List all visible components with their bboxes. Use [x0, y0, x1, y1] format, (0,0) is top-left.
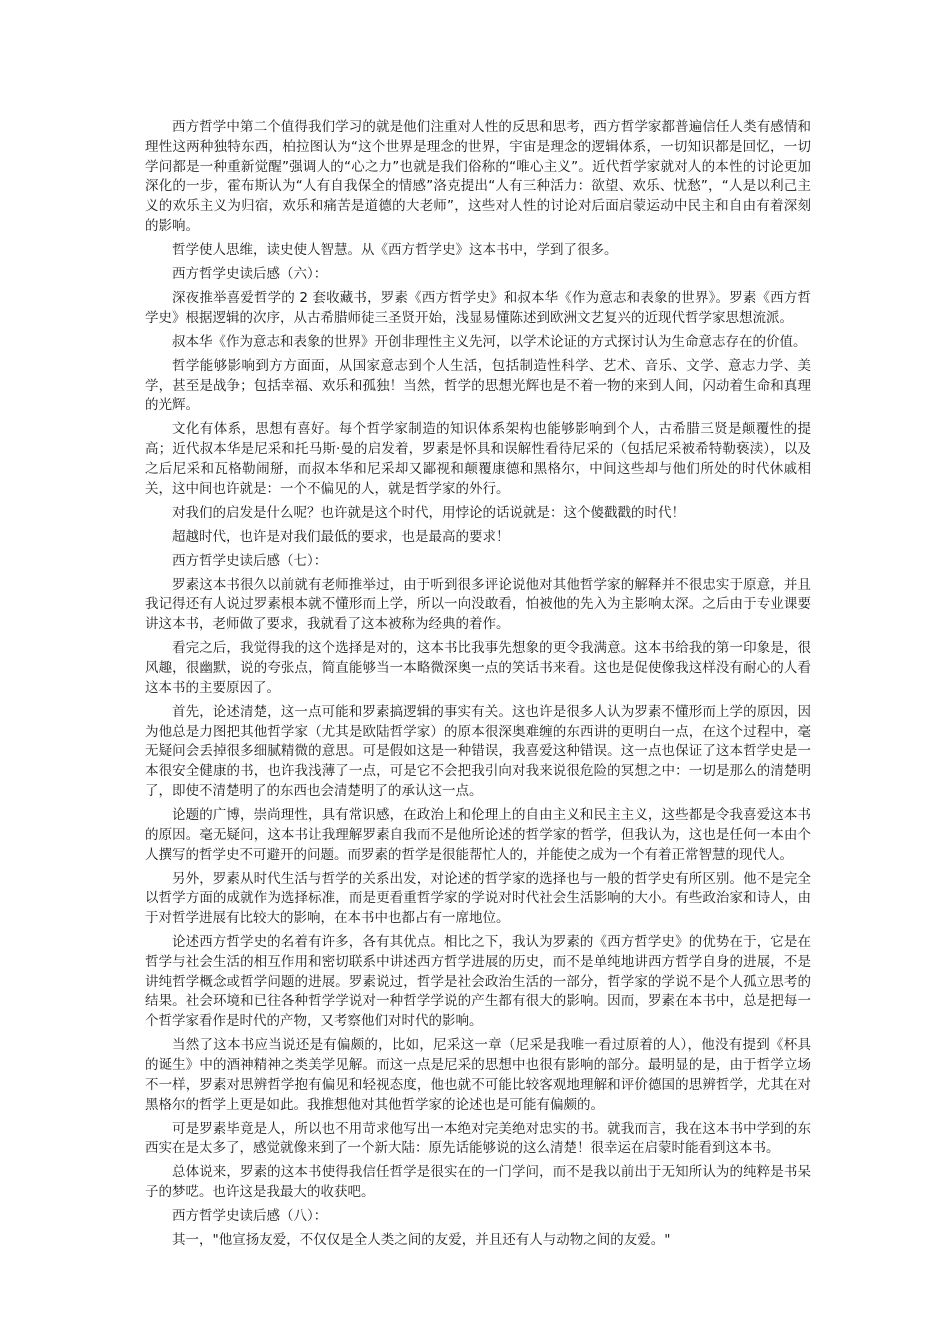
paragraph: 超越时代，也许是对我们最低的要求，也是最高的要求！ — [172, 528, 510, 545]
paragraph: 论述西方哲学史的名着有许多，各有其优点。相比之下，我认为罗素的《西方哲学史》的优势在于，它是在哲学与社会生活的相互作用和密切联系中讲述西方哲学进展的历史，而不是单纯地讲西方哲学自身的进展，不是讲纯哲学概念或哲学问题的进展。罗素说过，哲学是社会政治生活的一部分，哲学家的学说不是个人孤立思考的结果。社会环境和已往各种哲学学说对一种哲学学说的产生都有很大的影响。因而，罗素在本书中，总是把每一个哲学家看作是时代的产物，又考察他们对时代的影响。 — [145, 934, 811, 1030]
paragraph: 可是罗素毕竟是人，所以也不用苛求他写出一本绝对完美绝对忠实的书。就我而言，我在这本书中学到的东西实在是太多了，感觉就像来到了一个新大陆：原先话能够说的这么清楚！很幸运在启蒙时能看到这本书。 — [145, 1120, 811, 1157]
section-heading: 西方哲学史读后感（六）： — [172, 265, 328, 282]
paragraph: 看完之后，我觉得我的这个选择是对的，这本书比我事先想象的更令我满意。这本书给我的第一印象是，很风趣，很幽默，说的夸张点，简直能够当一本略微深奥一点的笑话书来看。这也是促使像我这样没有耐心的人看这本书的主要原因了。 — [145, 640, 811, 696]
paragraph: 深夜推举喜爱哲学的 2 套收藏书，罗素《西方哲学史》和叔本华《作为意志和表象的世界》。罗素《西方哲学史》根据逻辑的次序，从古希腊师徒三圣贤开始，浅显易懂陈述到欧洲文艺复兴的近现代哲学家思想流派。 — [145, 289, 811, 326]
paragraph: 当然了这本书应当说还是有偏颇的，比如，尼采这一章（尼采是我唯一看过原着的人），他没有提到《杯具的诞生》中的酒神精神之类美学见解。而这一点是尼采的思想中也很有影响的部分。最明显的是，由于哲学立场不一样，罗素对思辨哲学抱有偏见和轻视态度，他也就不可能比较客观地理解和评价德国的思辨哲学，尤其在对黑格尔的哲学上更是如此。我推想他对其他哲学家的论述也是可能有偏颇的。 — [145, 1037, 811, 1113]
paragraph: 其一，"他宣扬友爱，不仅仅是全人类之间的友爱，并且还有人与动物之间的友爱。" — [172, 1232, 671, 1249]
paragraph: 另外，罗素从时代生活与哲学的关系出发，对论述的哲学家的选择也与一般的哲学史有所区别。他不是完全以哲学方面的成就作为选择标准，而是更看重哲学家的学说对时代社会生活影响的大小。有些政治家和诗人，由于对哲学进展有比较大的影响，在本书中也都占有一席地位。 — [145, 870, 811, 927]
paragraph: 首先，论述清楚，这一点可能和罗素搞逻辑的事实有关。这也许是很多人认为罗素不懂形而上学的原因，因为他总是力图把其他哲学家（尤其是欧陆哲学家）的原本很深奥难缠的东西讲的更明白一点，在这个过程中，毫无疑问会丢掉很多细腻精微的意思。可是假如这是一种错误，我喜爱这种错误。这一点也保证了这本哲学史是一本很安全健康的书，也许我浅薄了一点，可是它不会把我引向对我来说很危险的冥想之中：一切是那么的清楚明了，即使不清楚明了的东西也会清楚明了的承认这一点。 — [145, 703, 811, 799]
paragraph: 文化有体系，思想有喜好。每个哲学家制造的知识体系架构也能够影响到个人，古希腊三贤是颠覆性的提高；近代叔本华是尼采和托马斯·曼的启发着，罗素是怀具和误解性看待尼采的（包括尼采被希特勒亵渎），以及之后尼采和瓦格勒闹掰，而叔本华和尼采却又鄙视和颠覆康德和黑格尔，中间这些却与他们所处的时代休戚相关，这中间也许就是：一个不偏见的人，就是哲学家的外行。 — [145, 421, 811, 497]
paragraph: 叔本华《作为意志和表象的世界》开创非理性主义先河，以学术论证的方式探讨认为生命意志存在的价值。 — [172, 333, 807, 350]
section-heading: 西方哲学史读后感（七）： — [172, 552, 328, 569]
paragraph: 总体说来，罗素的这本书使得我信任哲学是很实在的一门学问，而不是我以前出于无知所认为的纯粹是书呆子的梦呓。也许这是我最大的收获吧。 — [145, 1164, 811, 1201]
paragraph: 论题的广博，崇尚理性，具有常识感，在政治上和伦理上的自由主义和民主主义，这些都是令我喜爱这本书的原因。毫无疑问，这本书让我理解罗素自我而不是他所论述的哲学家的哲学，但我认为，这也是任何一本由个人撰写的哲学史不可避开的问题。而罗素的哲学是很能帮忙人的，并能使之成为一个有着正常智慧的现代人。 — [145, 806, 811, 863]
paragraph: 罗素这本书很久以前就有老师推举过，由于听到很多评论说他对其他哲学家的解释并不很忠实于原意，并且我记得还有人说过罗素根本就不懂形而上学，所以一向没敢看，怕被他的先入为主影响太深。之后由于专业课要讲这本书，老师做了要求，我就看了这本被称为经典的着作。 — [145, 576, 811, 633]
document-body — [145, 118, 811, 1255]
paragraph: 对我们的启发是什么呢？也许就是这个时代，用悖论的话说就是：这个傻戳戳的时代！ — [172, 504, 685, 521]
section-heading: 西方哲学史读后感（八）： — [172, 1208, 328, 1225]
paragraph: 哲学能够影响到方方面面，从国家意志到个人生活，包括制造性科学、艺术、音乐、文学、意志力学、美学，甚至是战争；包括幸福、欢乐和孤独！当然，哲学的思想光辉也是不着一物的来到人间，闪动着生命和真理的光辉。 — [145, 357, 811, 414]
paragraph: 哲学使人思维，读史使人智慧。从《西方哲学史》这本书中，学到了很多。 — [172, 241, 618, 258]
paragraph: 西方哲学中第二个值得我们学习的就是他们注重对人性的反思和思考，西方哲学家都普遍信任人类有感情和理性这两种独特东西，柏拉图认为“这个世界是理念的世界，宇宙是理念的逻辑体系，一切知识都是回忆，一切学问都是一种重新觉醒”强调人的“心之力”也就是我们俗称的“唯心主义”。近代哲学家就对人的本性的讨论更加深化的一步，霍布斯认为“人有自我保全的情感”洛克提出“人有三种活力：欲望、欢乐、忧愁”，“人是以利己主义的欢乐主义为归宿，欢乐和痛苦是道德的大老师”，这些对人性的讨论对后面启蒙运动中民主和自由有着深刻的影响。 — [145, 119, 811, 234]
